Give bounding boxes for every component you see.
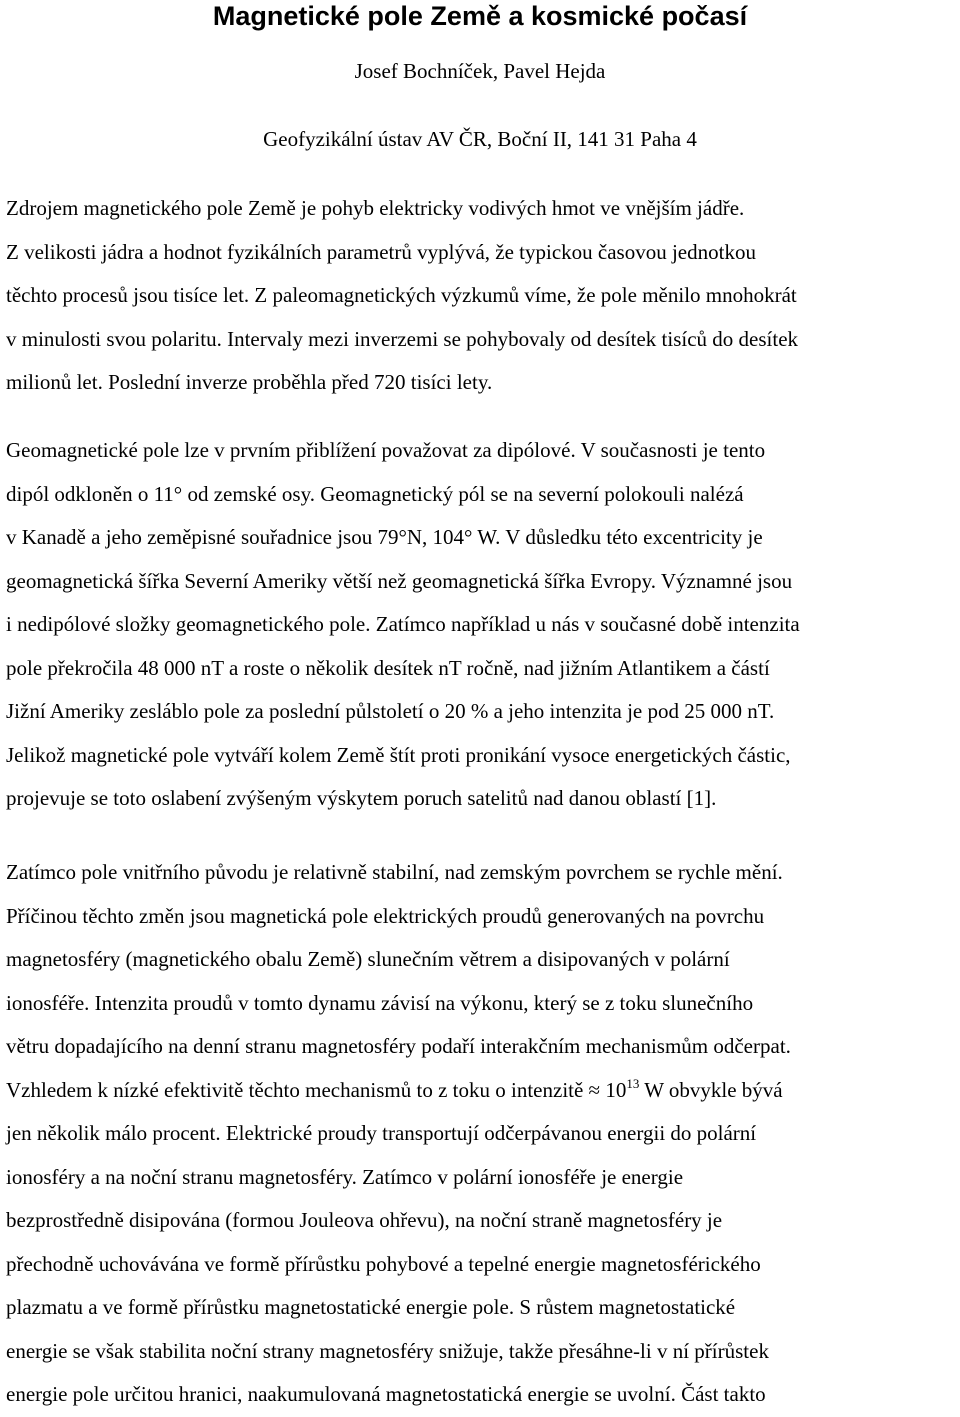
text-line: geomagnetická šířka Severní Ameriky větší než geomagnetická šířka Evropy. Významné jsou xyxy=(6,568,793,593)
text-line: magnetosféry (magnetického obalu Země) slunečním větrem a disipovaných v polární xyxy=(6,947,730,971)
text-line: dipól odkloněn o 11° od zemské osy. Geomagnetický pól se na severní polokouli nalézá xyxy=(6,481,744,506)
text-line: přechodně uchovávána ve formě přírůstku pohybové a tepelné energie magnetosférického xyxy=(6,1251,761,1276)
text-line: v minulosti svou polaritu. Intervaly mezi inverzemi se pohybovaly od desítek tisíců do desítek xyxy=(6,326,799,351)
text-line: plazmatu a ve formě přírůstku magnetostatické energie pole. S růstem magnetostatické xyxy=(6,1295,736,1319)
text-line: i nedipólové složky geomagnetického pole. Zatímco například u nás v současné době intenzita xyxy=(6,612,800,636)
document-title: Magnetické pole Země a kosmické počasí xyxy=(212,1,748,31)
text-line: milionů let. Poslední inverze proběhla před 720 tisíci lety. xyxy=(6,370,493,394)
text-line: energie pole určitou hranici, naakumulovaná magnetostatická energie se uvolní. Část takto xyxy=(6,1382,766,1406)
text-line: pole překročila 48 000 nT a roste o několik desítek nT ročně, nad jižním Atlantikem a částí xyxy=(6,655,770,680)
text-line: Jižní Ameriky zesláblo pole za poslední půlstoletí o 20 % a jeho intenzita je pod 25 000 nT. xyxy=(6,699,775,723)
text-segment: Vzhledem k nízké efektivitě těchto mechanismů to z toku o intenzitě ≈ 10 xyxy=(6,1077,627,1102)
text-line: větru dopadajícího na denní stranu magnetosféry podaří interakčním mechanismům odčerpat. xyxy=(6,1034,791,1058)
text-segment: W obvykle bývá xyxy=(639,1077,783,1102)
text-line: Z velikosti jádra a hodnot fyzikálních parametrů vyplývá, že typickou časovou jednotkou xyxy=(6,239,756,264)
paragraph-external-field xyxy=(6,851,958,1417)
text-line: Geomagnetické pole lze v prvním přiblížení považovat za dipólové. V současnosti je tento xyxy=(6,438,766,462)
paragraph-dipole-field xyxy=(6,429,958,821)
text-line: Zdrojem magnetického pole Země je pohyb elektricky vodivých hmot ve vnějším jádře. xyxy=(6,196,745,220)
affiliation: Geofyzikální ústav AV ČR, Boční II, 141 31 Paha 4 xyxy=(263,127,697,151)
text-line: v Kanadě a jeho zeměpisné souřadnice jsou 79°N, 104° W. V důsledku této excentricity je xyxy=(6,525,763,549)
text-line: jen několik málo procent. Elektrické proudy transportují odčerpávanou energii do polární xyxy=(6,1121,757,1145)
text-line: Zatímco pole vnitřního původu je relativně stabilní, nad zemským povrchem se rychle mění. xyxy=(6,860,783,884)
text-line: Příčinou těchto změn jsou magnetická pole elektrických proudů generovaných na povrchu xyxy=(6,903,765,928)
text-line: těchto procesů jsou tisíce let. Z paleomagnetických výzkumů víme, že pole měnilo mnohokrát xyxy=(6,283,797,307)
text-line: energie se však stabilita noční strany magnetosféry snižuje, takže přesáhne-li v ní přírůstek xyxy=(6,1338,769,1363)
text-line: ionosféře. Intenzita proudů v tomto dynamu závisí na výkonu, který se z toku slunečního xyxy=(6,990,754,1015)
text-line: projevuje se toto oslabení zvýšeným výskytem poruch satelitů nad danou oblastí [1]. xyxy=(6,786,717,810)
text-line-with-exponent xyxy=(6,1069,958,1113)
text-line: bezprostředně disipována (formou Jouleova ohřevu), na noční straně magnetosféry je xyxy=(6,1208,723,1232)
exponent: 13 xyxy=(626,1075,640,1091)
paragraph-core-field xyxy=(6,187,958,405)
text-line: Jelikož magnetické pole vytváří kolem Země štít proti pronikání vysoce energetických částic, xyxy=(6,742,791,767)
authors: Josef Bochníček, Pavel Hejda xyxy=(354,59,606,83)
text-line: ionosféry a na noční stranu magnetosféry. Zatímco v polární ionosféře je energie xyxy=(6,1164,684,1189)
